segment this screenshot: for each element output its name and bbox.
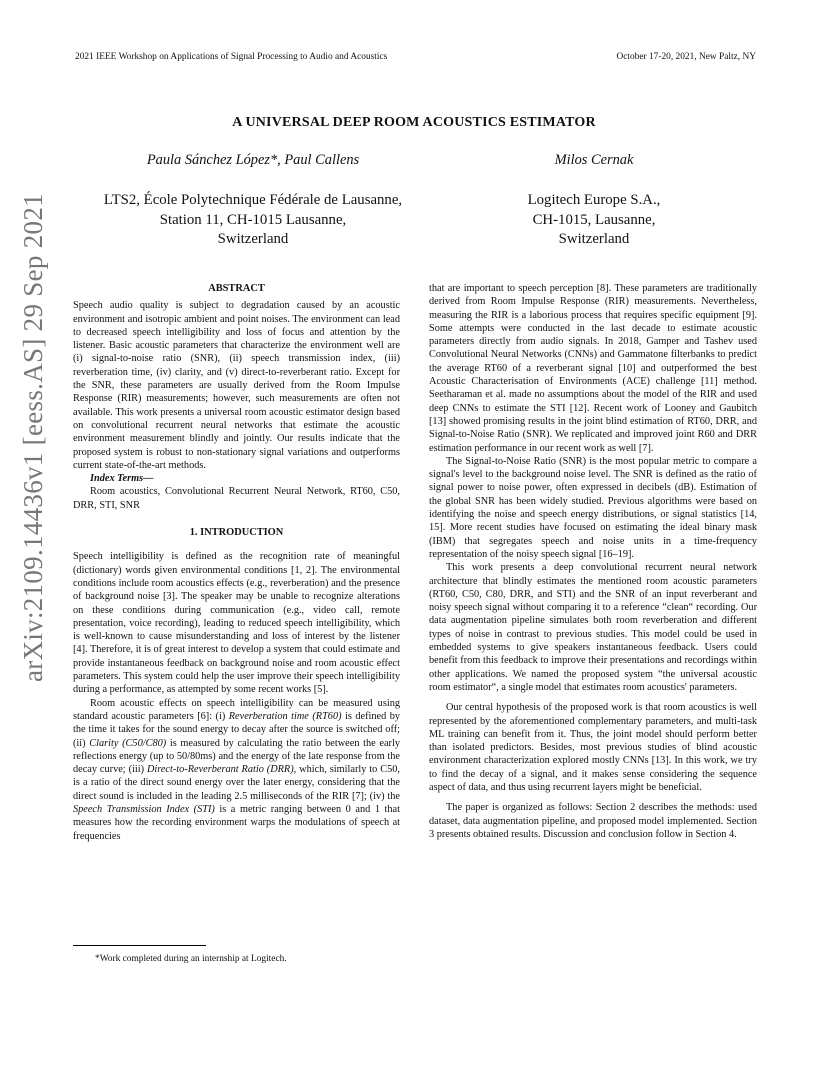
intro-p2-text: is defined by the time it takes for the sound energy to decay after the source is switched off; (ii) [73, 710, 401, 749]
intro-paragraph-1: Speech intelligibility is defined as the recognition rate of meaningful (dictionary) words given environmental conditions [1, 2]. The environmental conditions include room acoustics effects (e.g., reverberation) and the presence of background noise [3]. The speaker may be unable to recognize alterations on these conditions during communication (e.g., video call, remote presentation, voice recording), leading to reduced speech intelligibility, which is well-known to cause misunderstanding and loss of interest by the listener [4]. Therefore, it is of great interest to develop a system that could estimate and provide instantaneous feedback on background noise and room acoustic effect parameters. This system could help the user improve their speech intelligibility during a performance, as attempted by some recent works [5]. [73, 551, 400, 696]
affiliation-right-line: Logitech Europe S.A., [527, 192, 661, 208]
intro-p2-text: Room acoustic effects on speech intelligibility can be measured using standard acoustic parameters [6]: (i) [73, 697, 400, 722]
affiliation-left-line: Station 11, CH-1015 Lausanne, [159, 211, 347, 228]
right-paragraph-1: that are important to speech perception [8]. These parameters are traditionally derived from Room Impulse Response (RIR) measurements. Nevertheless, measuring the RIR is a laborious process that requires specific equipment [9]. Some attempts were conducted in the last decade to estimate acoustic parameters directly from audio signals. In 2018, Gamper and Tashev used Convolutional Neural Networks (CNNs) and Gammatone filterbanks to predict the average RT60 of a reverberant signal [10] and outperformed the best Acoustic Characterisation of Environments (ACE) challenge [11] method. Seetharaman et al. made no assumptions about the model of the RIR and used deep CNNs to estimate the STI [12]. Recent work of Looney and Gaubitch [13] showed promising results in the joint blind estimation of RT60, DRR, and Signal-to-Noise Ratio (SNR). We replicated and improved joint R60 and DRR estimation performance in our recent work as well [7]. [429, 283, 757, 454]
term-sti: Speech Transmission Index (STI) [73, 803, 215, 815]
affiliation-left-line: LTS2, École Polytechnique Fédérale de Lausanne, [103, 192, 403, 208]
affiliation-left-line: Switzerland [217, 231, 289, 247]
paper-title: A UNIVERSAL DEEP ROOM ACOUSTICS ESTIMATOR [232, 115, 596, 130]
abstract-heading: ABSTRACT [208, 283, 265, 294]
affiliation-right-line: CH-1015, Lausanne, [532, 211, 656, 228]
right-paragraph-5: The paper is organized as follows: Section 2 describes the methods: used dataset, data augmentation pipeline, and proposed model implemented. Section 3 presents obtained results. Discussion and conclusion follow in Section 4. [429, 802, 757, 840]
authors-right: Milos Cernak [554, 152, 634, 168]
intro-p2-text: , which, similarly to C50, is a ratio of the direct sound energy over the later energy, considering that the direct sound is included in the leading 2.5 milliseconds of the RIR [7]; (iv) the [73, 764, 400, 802]
arxiv-stamp [18, 193, 58, 682]
affiliation-right [430, 191, 758, 250]
footnote-divider [73, 945, 206, 946]
running-header-right: October 17-20, 2021, New Paltz, NY [616, 52, 756, 62]
term-rt60: Reverberation time (RT60) [228, 710, 342, 722]
running-header-left: 2021 IEEE Workshop on Applications of Signal Processing to Audio and Acoustics [75, 52, 388, 62]
authors-left: Paula Sánchez López*, Paul Callens [146, 152, 360, 168]
right-paragraph-2: The Signal-to-Noise Ratio (SNR) is the most popular metric to compare a signal's level to the background noise level. The SNR is defined as the ratio of signal power to noise power, often expressed in decibels (dB). Estimation of the global SNR has been widely studied. Previous algorithms were based on identifying the noise and speech energy distributions, or signal statistics [14, 15]. More recent studies have focused on estimating the ideal binary mask (IBM) that segregates speech and noise units in a time-frequency representation of the noisy speech signal [16–19]. [429, 455, 757, 560]
intro-p2-text: is measured by calculating the ratio between the early reflections energy (up to 50/80ms) and the energy of the late response from the decay curve; (iii) [73, 737, 400, 776]
right-column [429, 282, 757, 841]
abstract-text: Speech audio quality is subject to degradation caused by an acoustic environment and isotropic ambient and point noises. The environment can lead to decreased speech intelligibility and loss of focus and attention by the listener. Basic acoustic parameters that characterize the environment well are (i) signal-to-noise ratio (SNR), (ii) speech transmission index, (iii) reverberation time, (iv) clarity, and (v) direct-to-reverberant ratio. Except for the SNR, these parameters are usually derived from the Room Impulse Response (RIR) measurements; however, such measurements are often not available. This work presents a universal room acoustic estimator design based on convolutional recurrent neural networks that estimate the acoustic environment measurement blindly and jointly. Our results indicate that the proposed system is robust to non-stationary signal variations and outperforms current state-of-the-art methods. [73, 300, 400, 471]
right-paragraph-3: This work presents a deep convolutional recurrent neural network architecture that blindly estimates the mentioned room acoustic parameters (RT60, C50, C80, DRR, and STI) and the SNR of an input reverberant and noisy speech signal without comparing it to a reference “clean“ recording. Our data augmentation pipeline simulates both room reverberation and different types of noise in contrast to previous studies. This model could be used in embedded systems to give speakers instantaneous feedback. Users could benefit from this feedback to improve their presentations and recordings within other applications. We named the proposed system “the universal acoustic room estimator“, a single model that estimates room acoustics' parameters. [429, 562, 757, 693]
footnote: *Work completed during an internship at Logitech. [95, 954, 287, 964]
arxiv-stamp-text: arXiv:2109.14436v1 [eess.AS] 29 Sep 2021 [18, 193, 48, 682]
left-column [73, 282, 400, 843]
intro-paragraph-2 [73, 697, 400, 843]
intro-heading: 1. INTRODUCTION [189, 527, 284, 539]
index-terms-heading: Index Terms— [90, 473, 154, 485]
term-clarity: Clarity (C50/C80) [89, 737, 167, 749]
right-paragraph-4: Our central hypothesis of the proposed work is that room acoustics is well represented by the aforementioned complementary parameters, and multi-task ML training can benefit from it. Thus, the joint model should perform better than isolated predictors. Besides, most previous studies of blind acoustic environment characterization explored mostly CNNs [13]. In this work, we try to find the decay of a signal, and it makes sense considering the sequence aspect of data, and thus using recurrent layers might be beneficial. [429, 702, 757, 793]
index-terms-text: Room acoustics, Convolutional Recurrent Neural Network, RT60, C50, DRR, STI, SNR [73, 486, 400, 511]
term-drr: Direct-to-Reverberant Ratio (DRR) [146, 764, 294, 776]
affiliation-left [75, 191, 431, 250]
affiliation-right-line: Switzerland [558, 231, 630, 247]
intro-p2-text: is a metric ranging between 0 and 1 that measures how the recording environment warps the modulations of speech at frequencies [73, 803, 400, 842]
